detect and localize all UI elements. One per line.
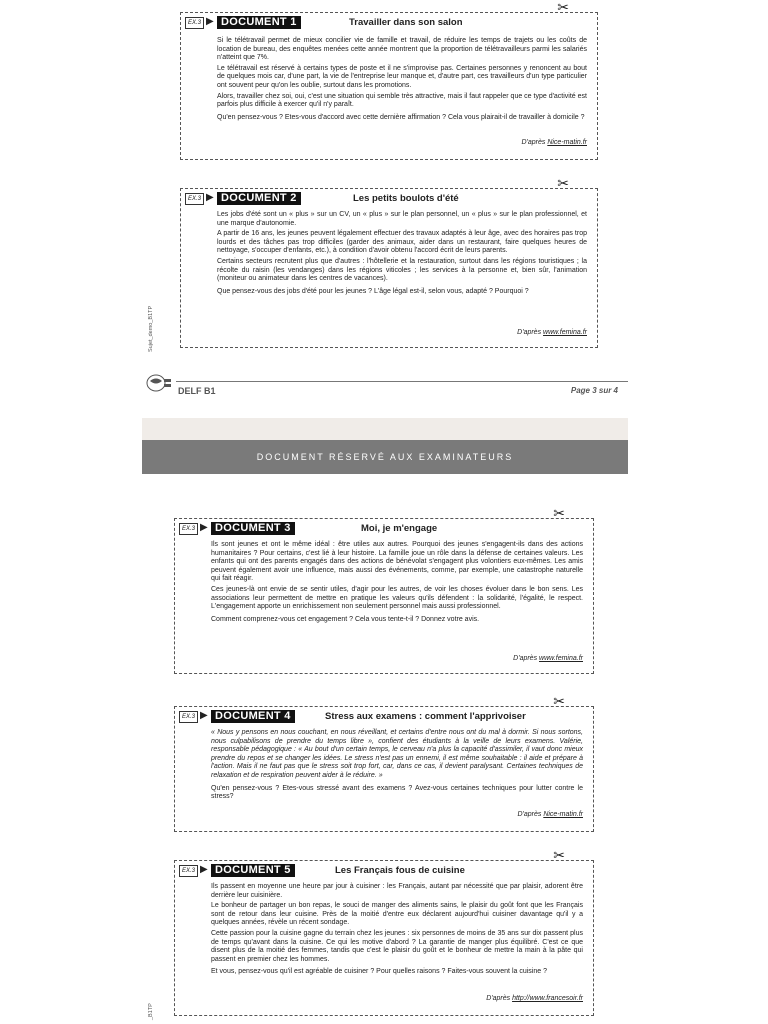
document-tag: DOCUMENT 5 <box>211 864 295 877</box>
paragraph: « Nous y pensons en nous couchant, en nous réveillant, et certains d'entre nous ont du mal à dormir. Si nous sortons, nous culpabilisons de prendre du temps libre », confient des étudiants à la veille de leurs examens. Valérie, responsable pédagogique : « Au bout d'un certain temps, le cerveau n'a plus la capacité d'assimiler, il vaut donc mieux prendre du repos et se changer les idées. Le stress n'est pas un ennemi, il est même souhaitable : il aide et prépare à l'action. Mais il ne faut pas que le stress soit trop fort, car, dans ce cas, il devient paralysant. Certaines techniques de relaxation et de respiration peuvent aider à le réduire. » <box>211 729 583 779</box>
source-link[interactable]: www.femina.fr <box>543 329 587 336</box>
footer-rule <box>176 381 628 382</box>
document-title: Travailler dans son salon <box>349 17 463 28</box>
document-5 <box>174 847 594 1016</box>
document-tag: DOCUMENT 3 <box>211 522 295 535</box>
scissors-icon: ✂ <box>557 175 569 191</box>
scissors-icon: ✂ <box>553 693 565 709</box>
document-body <box>211 883 583 979</box>
question: Qu'en pensez-vous ? Etes-vous stressé avant des examens ? Avez-vous certaines techniques pour lutter contre le stress? <box>211 784 583 801</box>
arrow-icon: ▶ <box>200 522 208 533</box>
source-prefix: D'après <box>513 655 540 662</box>
document-tag: DOCUMENT 2 <box>217 192 301 205</box>
source-prefix: D'après <box>517 811 544 818</box>
source <box>513 655 583 662</box>
exercise-label: EX.3 <box>179 523 198 535</box>
paragraph: Ils passent en moyenne une heure par jour à cuisiner : les Français, autant par nécessité que par plaisir, adorent être derrière leur cuisinière. <box>211 883 583 899</box>
source <box>517 811 583 818</box>
document-title: Les Français fous de cuisine <box>335 865 465 876</box>
question: Comment comprenez-vous cet engagement ? Cela vous tente-t-il ? Donnez votre avis. <box>211 615 480 623</box>
page-gap <box>142 418 628 440</box>
question: Que pensez-vous des jobs d'été pour les jeunes ? L'âge légal est-il, selon vous, adapté ? Pourquoi ? <box>217 287 529 295</box>
document-body <box>217 37 587 124</box>
examiner-banner: DOCUMENT RÉSERVÉ AUX EXAMINATEURS <box>142 440 628 474</box>
exercise-label: EX.3 <box>185 17 204 29</box>
side-note: _B1TP <box>148 1003 154 1020</box>
paragraph: Le télétravail est réservé à certains types de poste et il ne s'improvise pas. Certaines personnes y renoncent au bout de quelques mois car, d'une part, la vie de l'entreprise leur manque et, d'autre part, ces travailleurs d'un type particulier ont souvent peur qu'on les oublie, surtout dans les promotions. <box>217 64 587 89</box>
document-tag: DOCUMENT 4 <box>211 710 295 723</box>
paragraph: Certains secteurs recrutent plus que d'autres : l'hôtellerie et la restauration, surtout dans les régions touristiques ; la récolte du raisin (les vendanges) dans les régions viticoles ; les services à la personne et, bien sûr, l'animation (moniteur ou animateur dans les centres de vacances). <box>217 257 587 283</box>
document-body <box>211 729 583 804</box>
page-number: Page 3 sur 4 <box>570 386 618 395</box>
document-1 <box>180 0 598 160</box>
source-link[interactable]: http://www.francesoir.fr <box>512 995 583 1002</box>
footer-label: DELF B1 <box>178 386 216 396</box>
document-3 <box>174 505 594 674</box>
source-link[interactable]: Nice-matin.fr <box>547 139 587 146</box>
document-4 <box>174 693 594 832</box>
document-body <box>217 211 587 298</box>
source-prefix: D'après <box>517 329 544 336</box>
arrow-icon: ▶ <box>206 192 214 203</box>
source-link[interactable]: www.femina.fr <box>539 655 583 662</box>
paragraph: Si le télétravail permet de mieux concilier vie de famille et travail, de réduire les temps de trajets ou les coûts de location de bureau, des enquêtes menées cette année montrent que la proportion de télétravailleurs parmi les salariés n'atteint que 7%. <box>217 37 587 62</box>
document-title: Moi, je m'engage <box>361 523 438 534</box>
scissors-icon: ✂ <box>553 505 565 521</box>
question: Et vous, pensez-vous qu'il est agréable de cuisiner ? Pour quelles raisons ? Faites-vous souvent la cuisine ? <box>211 968 547 976</box>
scissors-icon: ✂ <box>557 0 569 15</box>
source <box>521 139 587 146</box>
paragraph: Les jobs d'été sont un « plus » sur un CV, un « plus » sur le plan personnel, un « plus » sur le plan professionnel, et une marque d'autonomie. <box>217 211 587 227</box>
arrow-icon: ▶ <box>200 864 208 875</box>
paragraph: Ces jeunes-là ont envie de se sentir utiles, d'agir pour les autres, de voir les choses évoluer dans le bon sens. Les associations leur permettent de mettre en pratique les valeurs qu'ils défendent : la solidarité, l'égalité, le respect. L'engagement apporte un enrichissement non seulement personnel mais aussi professionnel. <box>211 585 583 611</box>
source <box>486 995 583 1002</box>
document-title: Stress aux examens : comment l'apprivoiser <box>325 711 526 722</box>
exercise-label: EX.3 <box>179 711 198 723</box>
paragraph: Cette passion pour la cuisine gagne du terrain chez les jeunes : six personnes de moins de 35 ans sur dix passent plus de temps qu'avant dans la cuisine. Ce qui les motive d'abord ? La garantie de manger plus équilibré. C'est ce que disent plus de la moitié des femmes, tandis que c'est le plaisir du goût et le bonheur de mettre la main à la pâte qui passent en premier chez les hommes. <box>211 929 583 963</box>
source-prefix: D'après <box>486 995 513 1002</box>
paragraph: Le bonheur de partager un bon repas, le souci de manger des aliments sains, le plaisir du goût font que les Français sont de retour dans leur cuisine. Près de la moitié d'entre eux déclarent aujourd'hui cuisiner davantage qu'il y a quelques années, révèle un récent sondage. <box>211 902 583 927</box>
arrow-icon: ▶ <box>206 16 214 27</box>
paragraph: A partir de 16 ans, les jeunes peuvent légalement effectuer des travaux adaptés à leur âge, avec des horaires pas trop lourds et des tâches pas trop difficiles (garder des animaux, aider dans un restaurant, faire quelques heures de nettoyage, s'occuper d'enfants, etc.), à condition d'avoir obtenu l'accord écrit de leurs parents. <box>217 230 587 255</box>
paragraph: Alors, travailler chez soi, oui, c'est une situation qui semble très attractive, mais il faut rappeler que ce type d'activité est parfois plus difficile à exercer qu'il n'y paraît. <box>217 92 587 109</box>
document-body <box>211 541 583 626</box>
delf-logo <box>146 372 172 394</box>
question: Qu'en pensez-vous ? Etes-vous d'accord avec cette dernière affirmation ? Cela vous plairait-il de travailler à domicile ? <box>217 113 585 121</box>
paragraph: Ils sont jeunes et ont le même idéal : être utiles aux autres. Pourquoi des jeunes s'engagent-ils dans des actions humanitaires ? Pour certains, c'est lié à leur histoire. La famille joue un rôle dans la défense de certaines valeurs. Les enfants qui ont des parents engagés dans des actions de bénévolat s'engagent plus volontiers eux-mêmes. Les amis peuvent également avoir une influence, mais aussi des événements, comme, par exemple, une catastrophe naturelle qui fait réagir. <box>211 541 583 583</box>
scissors-icon: ✂ <box>553 847 565 863</box>
source <box>517 329 587 336</box>
source-link[interactable]: Nice-matin.fr <box>543 811 583 818</box>
document-title: Les petits boulots d'été <box>353 193 459 204</box>
source-prefix: D'après <box>521 139 548 146</box>
side-note: Sujet_demo_B1TP <box>148 305 154 352</box>
exercise-label: EX.3 <box>185 193 204 205</box>
arrow-icon: ▶ <box>200 710 208 721</box>
exercise-label: EX.3 <box>179 865 198 877</box>
document-tag: DOCUMENT 1 <box>217 16 301 29</box>
document-2 <box>180 175 598 348</box>
